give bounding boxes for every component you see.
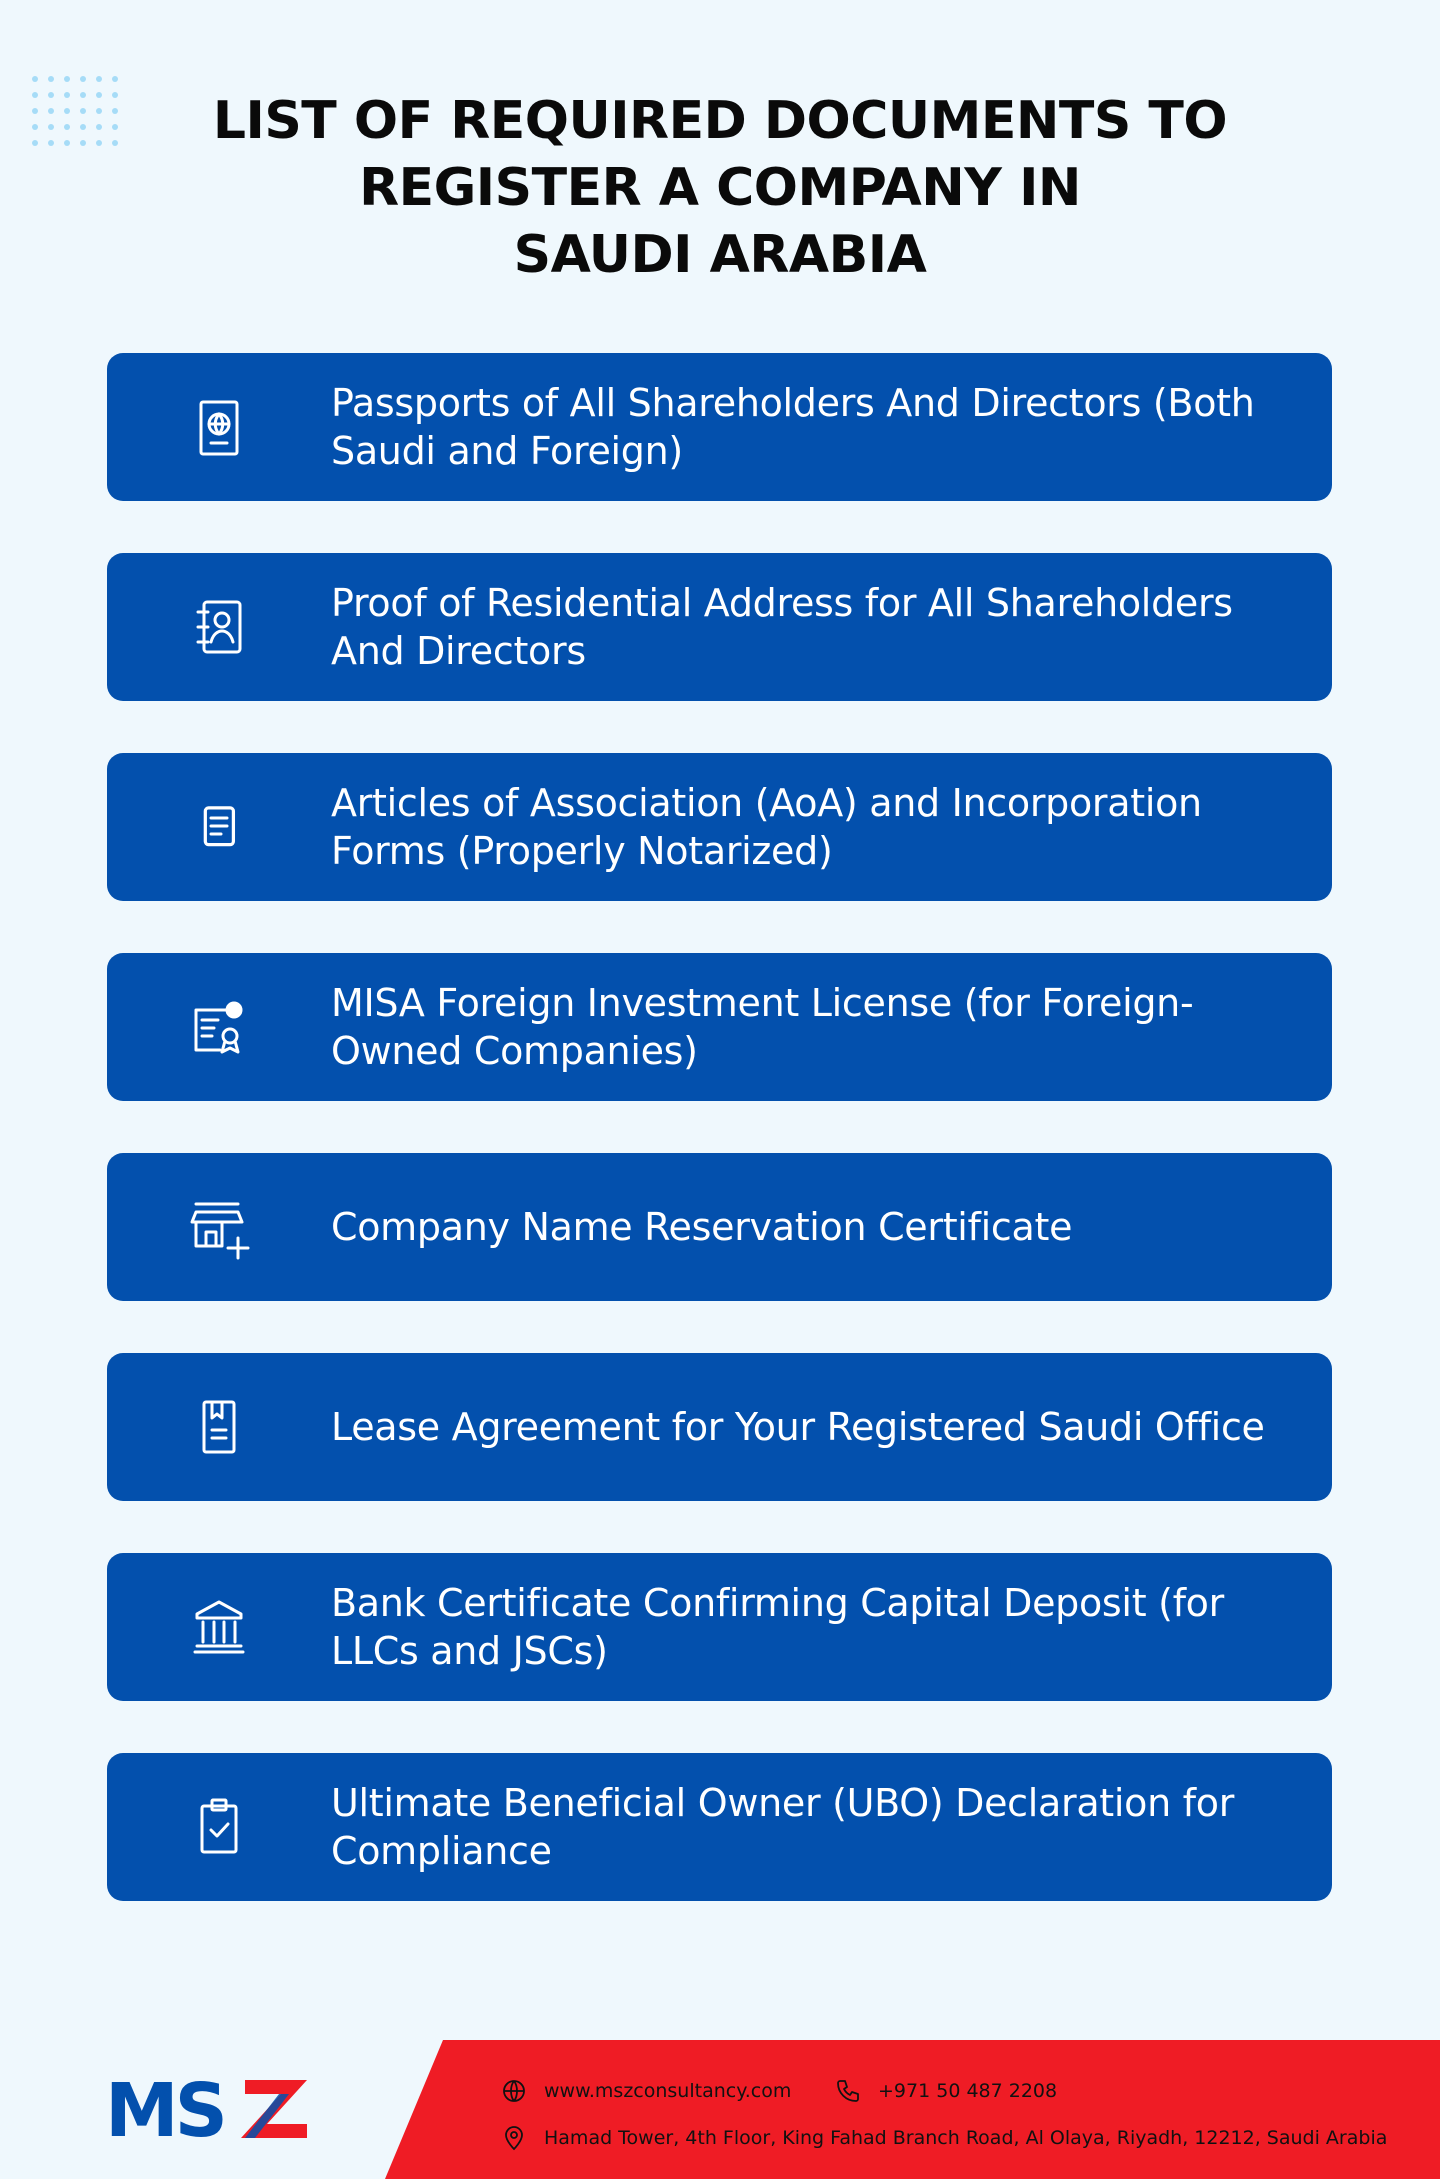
bookmark-document-icon <box>107 1353 331 1501</box>
document-label: Articles of Association (AoA) and Incorporation Forms (Properly Notarized) <box>331 781 1202 873</box>
document-card-name-reservation <box>107 1153 1332 1301</box>
document-card-ubo-declaration <box>107 1753 1332 1901</box>
document-icon <box>107 753 331 901</box>
address-text: Hamad Tower, 4th Floor, King Fahad Branch Road, Al Olaya, Riyadh, 12212, Saudi Arabia <box>544 2127 1388 2149</box>
title-line: LIST OF REQUIRED DOCUMENTS TO <box>212 91 1228 151</box>
license-certificate-icon <box>107 953 331 1101</box>
footer <box>0 2040 1440 2179</box>
document-label: Passports of All Shareholders And Directors (Both Saudi and Foreign) <box>331 381 1255 473</box>
document-card-lease-agreement <box>107 1353 1332 1501</box>
documents-list <box>107 353 1332 1953</box>
page-title <box>180 88 1260 289</box>
bank-icon <box>107 1553 331 1701</box>
globe-icon <box>500 2077 528 2105</box>
clipboard-check-icon <box>107 1753 331 1901</box>
document-label: Ultimate Beneficial Owner (UBO) Declaration for Compliance <box>331 1781 1235 1873</box>
msz-logo <box>105 2074 311 2144</box>
document-card-bank-certificate <box>107 1553 1332 1701</box>
website-contact[interactable] <box>500 2077 791 2105</box>
document-label: Bank Certificate Confirming Capital Deposit (for LLCs and JSCs) <box>331 1581 1224 1673</box>
title-line: REGISTER A COMPANY IN <box>359 158 1081 218</box>
document-label: Lease Agreement for Your Registered Saudi Office <box>331 1405 1265 1449</box>
document-card-address-proof <box>107 553 1332 701</box>
website-text[interactable]: www.mszconsultancy.com <box>544 2080 792 2102</box>
store-add-icon <box>107 1153 331 1301</box>
address-book-icon <box>107 553 331 701</box>
passport-icon <box>107 353 331 501</box>
title-line: SAUDI ARABIA <box>513 225 927 285</box>
decorative-dot-grid <box>32 76 132 166</box>
address-contact <box>500 2124 1387 2152</box>
document-card-misa-license <box>107 953 1332 1101</box>
phone-text[interactable]: +971 50 487 2208 <box>878 2080 1058 2102</box>
document-label: MISA Foreign Investment License (for Foreign-Owned Companies) <box>331 981 1194 1073</box>
document-label: Proof of Residential Address for All Shareholders And Directors <box>331 581 1233 673</box>
phone-contact[interactable] <box>834 2077 1057 2105</box>
svg-text:MS: MS <box>105 2074 224 2144</box>
document-card-passports <box>107 353 1332 501</box>
document-card-articles <box>107 753 1332 901</box>
phone-icon <box>834 2077 862 2105</box>
document-label: Company Name Reservation Certificate <box>331 1205 1073 1249</box>
footer-contact-band <box>385 2040 1440 2179</box>
location-pin-icon <box>500 2124 528 2152</box>
